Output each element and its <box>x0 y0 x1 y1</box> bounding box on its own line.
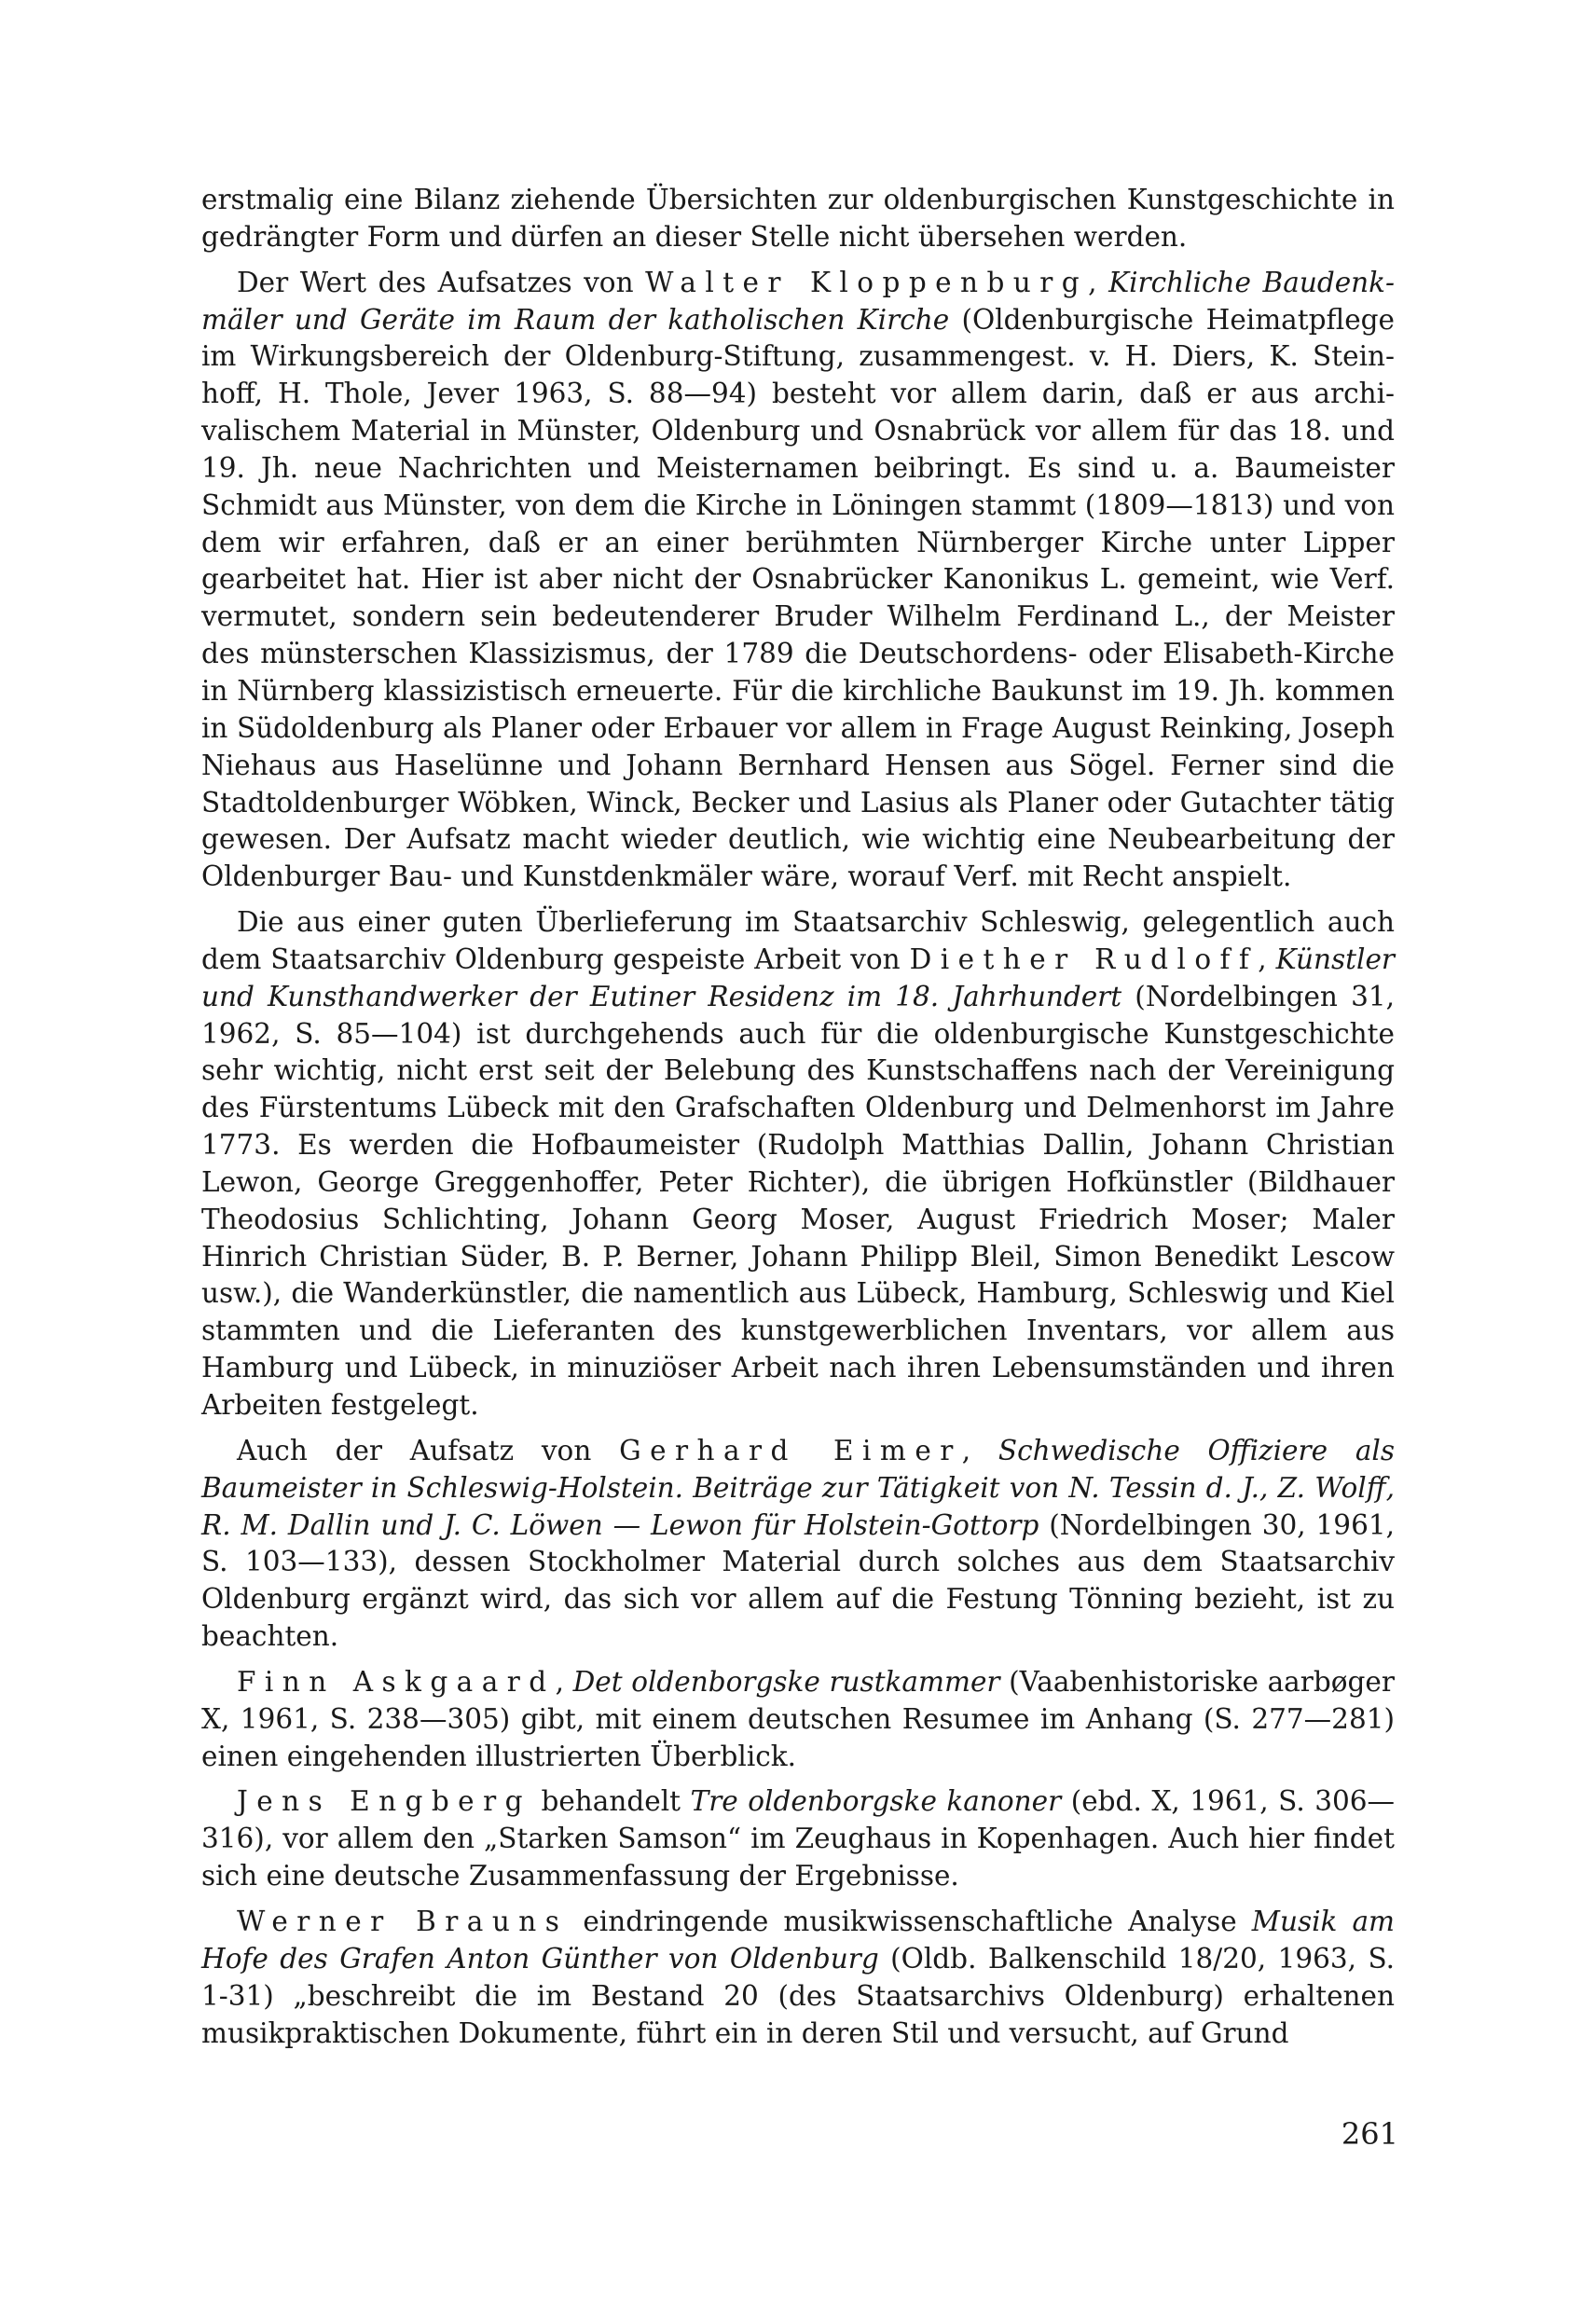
italic-title: Det oldenborgske rustkammer <box>572 1665 1000 1698</box>
text-run: , <box>961 1434 998 1466</box>
italic-title: Schwedische Offiziere als Baumeister in Schleswig-Holstein. Beiträge zur Tätigkeit von N. Tessin d. J., Z. Wolff, R. M. Dallin und J. C. Löwen — Lewon für Holstein-Gottorp <box>201 1434 1395 1541</box>
text-run: (ebd. X, 1961, S. 306—316), vor allem den „Starken Samson“ im Zeughaus in Kopenhagen. Auch hier findet sich eine deutsche Zusammenfassung der Ergebnisse. <box>201 1785 1395 1892</box>
text-run: erstmalig eine Bilanz ziehende Übersichten zur oldenburgischen Kunstgeschichte in gedrängter Form und dürfen an dieser Stelle nicht übersehen werden. <box>201 184 1395 253</box>
text-run: Der Wert des Aufsatzes von <box>237 266 646 298</box>
text-run: (Nordelbingen 31, 1962, S. 85—104) ist durchgehends auch für die oldenburgische Kunstgeschichte sehr wichtig, nicht erst seit der Belebung des Kunstschaffens nach der Vereinigung des Fürstentums Lübeck mit den Grafschaften Oldenburg und Delmenhorst im Jahre 1773. Es werden die Hofbaumeister (Rudolph Matthias Dallin, Johann Christian Lewon, George Greggenhoffer, Peter Richter), die übrigen Hofkünstler (Bildhauer Theodosius Schlichting, Johann Georg Moser, August Friedrich Moser; Maler Hinrich Christian Süder, B. P. Berner, Johann Philipp Bleil, Simon Benedikt Lescow usw.), die Wanderkünstler, die namentlich aus Lübeck, Hamburg, Schleswig und Kiel stammten und die Lieferanten des kunstgewerblichen Inventars, vor allem aus Hamburg und Lübeck, in minuziöser Arbeit nach ihren Lebensumständen und ihren Arbeiten festgelegt. <box>201 980 1395 1421</box>
text-run: behandelt <box>530 1785 691 1818</box>
text-run: , <box>1088 266 1109 298</box>
author-name: Werner Brauns <box>237 1905 569 1937</box>
italic-title: Tre oldenborgske kanoner <box>690 1785 1062 1818</box>
text-run: , <box>555 1665 573 1698</box>
text-run: Auch der Aufsatz von <box>237 1434 620 1466</box>
italic-title: Kirchliche Baudenkmäler und Geräte im Raum der katholischen Kirche <box>201 266 1396 336</box>
paragraph <box>201 265 1395 896</box>
italic-title: Künstler und Kunsthandwerker der Eutiner Residenz im 18. Jahrhundert <box>201 943 1396 1012</box>
author-name: Diether Rudloff <box>909 943 1259 975</box>
author-name: Finn Askgaard <box>237 1665 556 1698</box>
page-number: 261 <box>1341 2116 1398 2152</box>
text-run: (Vaabenhistoriske aarbøger X, 1961, S. 238—305) gibt, mit einem deutschen Resumee im Anhang (S. 277—281) einen eingehenden illustrierten Überblick. <box>201 1665 1395 1772</box>
paragraph <box>201 1433 1395 1656</box>
paragraph <box>201 182 1395 256</box>
body-text <box>201 182 1395 2060</box>
author-name: Gerhard Eimer <box>619 1434 962 1466</box>
text-run: (Oldb. Balkenschild 18/20, 1963, S. 1-31) „beschreibt die im Bestand 20 (des Staatsarchivs Oldenburg) erhaltenen musikpraktischen Dokumente, führt ein in deren Stil und versucht, auf Grund <box>201 1942 1395 2049</box>
paragraph <box>201 1664 1395 1776</box>
author-name: Jens Engberg <box>237 1785 531 1818</box>
text-run: eindringende musikwissenschaftliche Analyse <box>568 1905 1252 1937</box>
text-run: , <box>1258 943 1276 975</box>
author-name: Walter Kloppenburg <box>645 266 1089 298</box>
paragraph <box>201 1904 1395 2052</box>
paragraph <box>201 1783 1395 1895</box>
text-run: Die aus einer guten Überlieferung im Staatsarchiv Schleswig, gelegentlich auch dem Staatsarchiv Oldenburg gespeiste Arbeit von <box>201 906 1395 975</box>
text-run: (Oldenburgische Heimatpflege im Wirkungsbereich der Oldenburg-Stiftung, zusammengest. v. H. Diers, K. Steinhoff, H. Thole, Jever 1963, S. 88—94) besteht vor allem darin, daß er aus archivalischem Material in Münster, Oldenburg und Osnabrück vor allem für das 18. und 19. Jh. neue Nachrichten und Meisternamen beibringt. Es sind u. a. Baumeister Schmidt aus Münster, von dem die Kirche in Löningen stammt (1809—1813) und von dem wir erfahren, daß er an einer berühmten Nürnberger Kirche unter Lipper gearbeitet hat. Hier ist aber nicht der Osnabrücker Kanonikus L. gemeint, wie Verf. vermutet, sondern sein bedeutenderer Bruder Wilhelm Ferdinand L., der Meister des münsterschen Klassizismus, der 1789 die Deutschordens- oder Elisabeth-Kirche in Nürnberg klassizistisch erneuerte. Für die kirchliche Baukunst im 19. Jh. kommen in Südoldenburg als Planer oder Erbauer vor allem in Frage August Reinking, Joseph Niehaus aus Haselünne und Johann Bernhard Hensen aus Sögel. Ferner sind die Stadtoldenburger Wöbken, Winck, Becker und Lasius als Planer oder Gutachter tätig gewesen. Der Aufsatz macht wieder deutlich, wie wichtig eine Neubearbeitung der Oldenburger Bau- und Kunstdenkmäler wäre, worauf Verf. mit Recht anspielt. <box>201 303 1395 893</box>
text-run: (Nordelbingen 30, 1961, S. 103—133), dessen Stockholmer Material durch solches aus dem Staatsarchiv Oldenburg ergänzt wird, das sich vor allem auf die Festung Tönning bezieht, ist zu beachten. <box>201 1508 1395 1653</box>
italic-title: Musik am Hofe des Grafen Anton Günther von Oldenburg <box>201 1905 1396 1975</box>
paragraph <box>201 904 1395 1424</box>
